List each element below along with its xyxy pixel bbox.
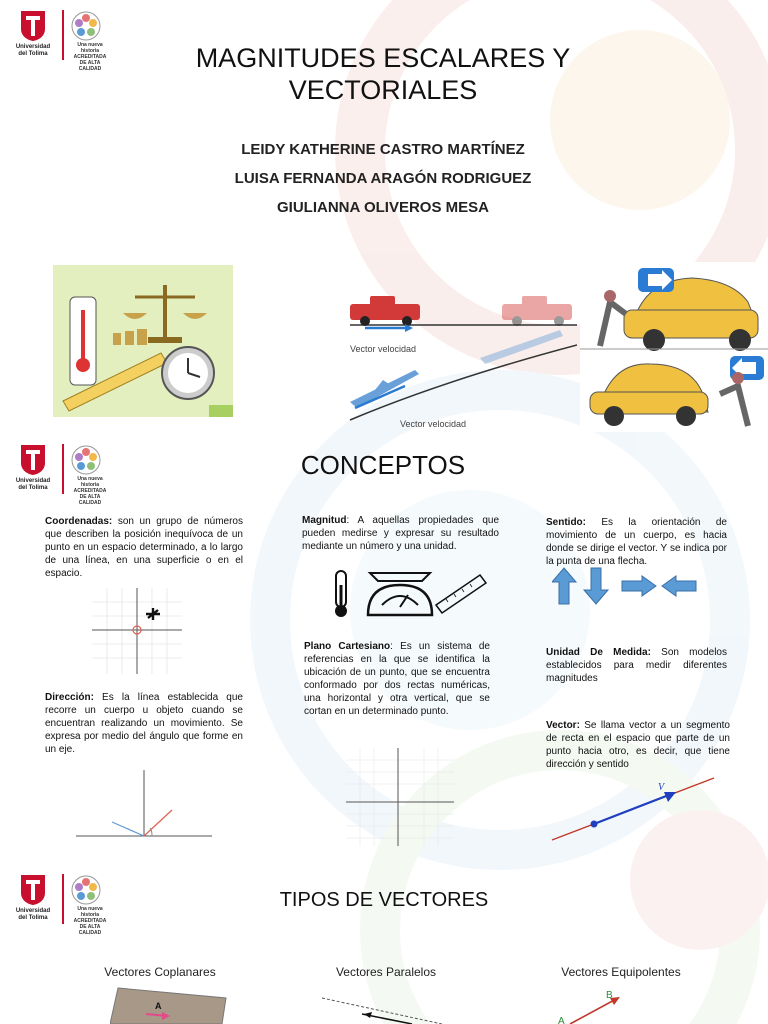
university-name-line2: del Tolima [18,51,48,57]
magnitud-text: : A aquellas propiedades que pueden medirse y expresar su resultado mediante un número y una unidad. [302,515,499,552]
title-line2: VECTORIALES [288,75,478,105]
arrow-up-icon [552,568,576,604]
plano-paragraph [304,640,490,718]
accreditation-flower-icon [70,10,102,42]
university-logo-3 [12,870,112,936]
equipolentes-caption: Vectores Equipolentes [561,965,681,979]
accred-line2: ACREDITADA [73,54,107,60]
logo-divider [62,10,64,60]
magnitud-paragraph [302,514,499,553]
magnitud-icons-illustration [330,565,490,619]
university-shield-icon [20,444,46,476]
university-name-line2: del Tolima [18,485,48,491]
tipos-title: TIPOS DE VECTORES [279,889,489,911]
accred-line1: Una nueva historia [77,476,103,488]
unidad-term: Unidad De Medida: [546,647,651,658]
plano-term: Plano Cartesiano [304,641,391,652]
sentido-text: Es la orientación de movimiento de un cuerpo, es hacia donde se dirige el vector. Y se indica por la punta de una flecha. [546,517,727,567]
coplanar-label-a: A [155,1001,162,1011]
university-name-line1: Universidad [15,478,51,484]
conceptos-title: CONCEPTOS [300,450,466,480]
accred-line3: DE ALTA CALIDAD [78,924,102,936]
arrow-left-icon [662,576,696,596]
arrow-down-icon [584,568,608,604]
velocity-vectors-illustration [345,290,577,430]
accreditation-flower-icon [70,444,102,476]
vector-v-label: V [658,782,665,793]
university-shield-icon [20,874,46,906]
vector-term: Vector: [546,720,580,731]
unidad-paragraph [546,646,727,685]
university-shield-icon [20,10,46,42]
paralelos-caption: Vectores Paralelos [335,965,437,979]
cartesian-plane-illustration [346,748,454,846]
direccion-term: Dirección: [45,692,94,703]
accreditation-flower-icon [70,874,102,906]
university-name-line2: del Tolima [18,915,48,921]
arrow-right-icon [622,576,656,596]
coplanares-illustration [110,984,230,1024]
university-name-line1: Universidad [15,44,51,50]
vector-paragraph [546,719,730,771]
unidad-text: Son modelos establecidos para medir diferentes magnitudes [546,647,727,684]
accred-line1: Una nueva historia [77,42,103,54]
direction-arrows-illustration [552,566,698,606]
equipolentes-illustration [552,988,682,1024]
sentido-term: Sentido: [546,517,586,528]
measurement-tools-illustration [53,265,233,417]
magnitud-term: Magnitud [302,515,347,526]
author-1: LEIDY KATHERINE CASTRO MARTÍNEZ [241,141,525,158]
vector-velocidad-label-1: Vector velocidad [350,344,417,354]
accred-line1: Una nueva historia [77,906,103,918]
pushing-car-illustration [580,262,768,432]
accred-line2: ACREDITADA [73,918,107,924]
coordenadas-term: Coordenadas: [45,516,113,527]
direccion-text: Es la línea establecida que recorre un cuerpo u objeto cuando se encuentran realizando un movimiento. Se expresa por medio del ángulo que forme en un eje. [45,692,243,755]
vector-velocidad-label-2: Vector velocidad [400,419,467,429]
coplanares-caption: Vectores Coplanares [104,965,216,979]
university-name-line1: Universidad [15,908,51,914]
vector-text: Se llama vector a un segmento de recta en el espacio que parte de un punto hacia otro, es decir, que tiene dirección y sentido [546,720,730,770]
university-logo [12,6,112,72]
paralelos-illustration [322,994,442,1024]
logo-divider [62,874,64,924]
coordinates-grid-illustration [92,588,182,674]
title-line1: MAGNITUDES ESCALARES Y [195,43,571,73]
page-title [150,42,616,106]
accred-line3: DE ALTA CALIDAD [78,60,102,72]
university-logo-2 [12,440,112,506]
author-2: LUISA FERNANDA ARAGÓN RODRIGUEZ [234,170,532,187]
accred-line2: ACREDITADA [73,488,107,494]
accred-line3: DE ALTA CALIDAD [78,494,102,506]
sentido-paragraph [546,516,727,568]
equipolente-label-a: A [558,1016,565,1024]
plano-text: : Es un sistema de referencias en la que se identifica la ubicación de un punto, que se encuentra conformado por dos rectas numéricas, una horizontal y otra vertical, que se cortan en un determinado punto. [304,641,490,717]
coordenadas-paragraph [45,515,243,580]
logo-divider [62,444,64,494]
equipolente-label-b: B [606,990,613,1001]
vector-illustration [548,772,718,844]
direction-angle-illustration [72,766,216,842]
author-3: GIULIANNA OLIVEROS MESA [277,199,489,216]
direccion-paragraph [45,691,243,756]
coordenadas-text: son un grupo de números que describen la posición inequívoca de un punto en un espacio determinado, a lo largo de una línea, en una superficie o en el espacio. [45,516,243,579]
